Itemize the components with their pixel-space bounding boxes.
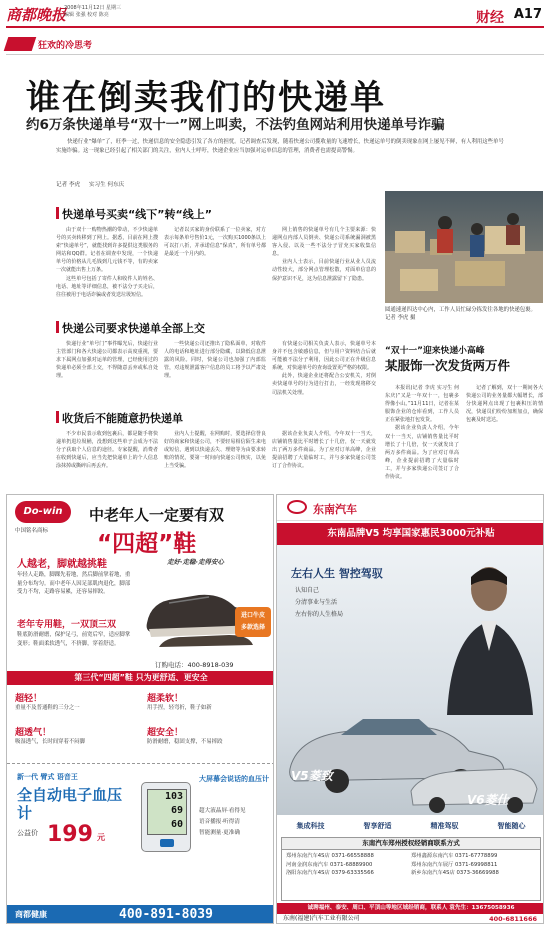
- article-column: [272, 430, 376, 488]
- section-title-1: 快递单号买卖“线下”转“线上”: [62, 208, 212, 221]
- car-point: 认知自己: [295, 587, 320, 594]
- masthead-date: 2008年11月12日 星期三: [64, 5, 122, 11]
- order-line: 订购电话：400-8918-039: [155, 661, 234, 669]
- masthead: [6, 4, 544, 28]
- article-column: [56, 226, 158, 314]
- car-feature: 智享舒适: [363, 822, 392, 830]
- paragraph: 不少市民表示收到包裹后，都是随手将快递单扔进垃圾桶，没想到这些单子会成为不法分子获取个人信息的途径。专家提醒，消费者在收到快递后，应当先把快递单上的个人信息涂抹掉或撕碎后再丢弃。: [56, 431, 158, 470]
- badge-text: 进口牛皮: [240, 612, 265, 619]
- car-point: 分清事业与生活: [295, 599, 338, 606]
- paragraph: 网上销售的快递单号有几个主要来源：快递网点内部人员倒卖、快递公司系统漏洞被黑客入侵、以及一些不法分子冒充买家收集信息。: [272, 227, 376, 258]
- paragraph: 一些快递公司还推出了隐私面单，对收件人的电话和地址进行部分隐藏，以降低信息泄露的风险。同时，快递公司也加强了内部监管，对违规泄露客户信息的员工将予以严肃处理。: [164, 341, 266, 380]
- model-badge-v5: V5菱致: [291, 769, 333, 783]
- car-hotline[interactable]: 400-6811666: [489, 915, 537, 923]
- article-intro: 快递行业“爆单”了，旺季一过，快递信息的安全隐患引发了各方的担忧。记者调查后发现，随着快递公司揽收量的飞速增长，快递运单号的倒卖现象在网上屡见不鲜，有人利用这些单号实施诈骗。这一现象已经引起了相关部门的关注，业内人士呼吁，快递企业应当加强对运单信息的管理，消费者也需提高警惕。: [56, 139, 504, 155]
- ad-section-title: 人越老，脚就越挑鞋: [17, 559, 107, 570]
- photo-caption: 圆通速递四达中心内，工作人员忙碌分拣发往各地的快递包裹。 记者 李虎 摄: [385, 307, 536, 321]
- section-marker: [56, 207, 59, 219]
- side-article-kicker: “双十一”迎来快递小高峰: [385, 346, 485, 356]
- article-column: [164, 430, 266, 488]
- car-advertisement: [276, 494, 544, 924]
- dealer-item: 郑州东南汽车展厅 0371-69998811: [411, 861, 498, 868]
- subsidy-banner: [277, 523, 544, 545]
- byline: [56, 180, 131, 188]
- shoe-image: [139, 553, 269, 653]
- bp-device-image: [141, 782, 191, 852]
- bp-monitor-ad: [7, 763, 274, 903]
- bp-reading-pulse: 60: [170, 819, 183, 830]
- third-gen-banner: [7, 671, 274, 685]
- section-title-2: 快递公司要求快递单全部上交: [62, 322, 205, 335]
- car-slogan: 左右人生 智控驾驭: [291, 567, 383, 580]
- ad-product: “四超”鞋: [97, 531, 197, 557]
- dowin-logo-text: Do-win: [23, 506, 63, 517]
- newspaper-logo: 商都晚报: [6, 6, 67, 24]
- double-eleven-icon: [4, 37, 37, 51]
- dealer-table: [281, 837, 541, 901]
- paragraph: 本报讯(记者 李虎 实习生 何东庆)“又是一年双十一，包裹多得像小山。”11月11日，记者在某服饰企业的仓库看到，工作人员正在紧张地打包发货。: [385, 385, 459, 424]
- ad-footer: [7, 905, 274, 924]
- section-name: 财经: [476, 10, 504, 26]
- car-feature: 精准驾驭: [430, 822, 459, 830]
- feature-text: 吸湿透气，长时间穿着不闷脚: [15, 739, 86, 745]
- feature-text: 用手捏，轻弯折，鞋子如新: [147, 705, 212, 711]
- article-column: [272, 340, 376, 406]
- bp-subtitle: 大屏幕会说话的血压计: [199, 775, 269, 783]
- car-points: [295, 585, 343, 621]
- bp-brand: 新一代 臂式 语音王: [17, 773, 78, 781]
- paragraph: 有快递公司相关负责人表示，快递单号本身并不包含敏感信息，但与用户资料结合后就可能被不法分子利用，因此公司正在升级信息系统，对快递单号的查询设置更严格的权限。: [272, 341, 376, 372]
- side-article-column: [466, 384, 543, 484]
- footer-phone[interactable]: 400-891-8039: [119, 907, 213, 922]
- feature-title: 超安全！: [147, 728, 184, 738]
- article-column: [56, 430, 158, 488]
- third-gen-text: 第三代“四超”鞋 只为更舒适、更安全: [74, 673, 208, 682]
- paragraph: 业内人士表示，目前快递行业从业人员流动性较大，部分网点管理松散，对面单信息的保护意识不足，这为信息泄露留下了隐患。: [272, 259, 376, 282]
- badge-text-2: 多款选择: [240, 624, 265, 631]
- article-column: [272, 226, 376, 314]
- section-marker: [56, 411, 59, 423]
- feature-item: [147, 725, 271, 746]
- shoe-icon: [139, 553, 269, 653]
- car-photo: [277, 545, 544, 815]
- ad-slogan: 中老年人一定要有双: [89, 506, 225, 524]
- leather-badge: [235, 607, 271, 637]
- model-badge-v6: V6菱仕: [467, 793, 509, 807]
- car-ad-header: [277, 495, 544, 521]
- feature-title: 超柔软！: [147, 694, 184, 704]
- order-phone[interactable]: 400-8918-039: [187, 661, 234, 669]
- car-brand: 东南汽车: [313, 503, 357, 516]
- power-button-icon: [160, 839, 174, 847]
- masthead-editors: 编辑 张强 校对 陈亮: [64, 12, 109, 18]
- feature-title: 超透气！: [15, 728, 52, 738]
- bp-title: 全自动电子血压计: [17, 786, 123, 822]
- paragraph: 业内人士提醒，在网购时，要选择信誉良好的商家和快递公司，不要轻易相信陌生来电或短信，遇到以快递丢失、理赔等为由要求转账的情况，要第一时间向快递公司核实，以免上当受骗。: [164, 431, 266, 470]
- headline: 谁在倒卖我们的快递单: [26, 78, 386, 118]
- paragraph: 快递行业“单号门”事件曝光后，快递行业主管部门和各大快递公司都表示高度重视，要求下属网点加强对运单的管理，已经使用过的快递单必须全部上交，不得随意丢弃或私自处理。: [56, 341, 158, 380]
- warehouse-photo: [385, 191, 543, 303]
- paragraph: 据该企业负责人介绍，今年双十一当天，店铺销售量比平时增长了十几倍，仅一天就发出了两万多件商品。为了应对订单高峰，企业提前招聘了大量临时工，并与多家快递公司签订了合作协议。: [272, 431, 376, 470]
- car-point: 左右你的人生格局: [295, 611, 344, 618]
- byline-intern: 实习生 何东庆: [88, 182, 125, 188]
- byline-reporter: 记者 李虎: [56, 182, 81, 188]
- paragraph: 此外，快递企业还将配合公安机关，对倒卖快递单号的行为进行打击，一经发现将移交司法机关处理。: [272, 373, 376, 396]
- dealer-item: 郑州鑫源东南汽车 0371-67778899: [411, 853, 498, 859]
- bp-reading-diastolic: 69: [170, 805, 183, 816]
- bp-feature-list: [199, 806, 271, 839]
- ad-section-text: 年轻人走路，脚踝先着地，然后脚前掌着地，重量分布均匀。而中老年人因足部肌肉退化，脚部受力不均，走路容易累，还容易摔跤。: [17, 572, 131, 595]
- paragraph: 记者了解到，双十一期间各大快递公司的业务量都大幅增长，部分快递网点出现了包裹积压的情况，快递员们纷纷加班加点，确保包裹及时送达。: [466, 385, 543, 424]
- news-photo: [385, 191, 543, 303]
- dealer-item: 河南金润东南汽车 0371-68889900: [286, 861, 373, 868]
- footer-brand: 商都健康: [15, 910, 47, 919]
- section-marker: [56, 321, 59, 333]
- order-label: 订购电话: [155, 661, 181, 669]
- bp-display: [147, 789, 187, 835]
- feature-text: 防滑耐磨，稳固支撑，不易摔跤: [147, 739, 223, 745]
- bp-feature: 智能测量·更准确: [199, 830, 240, 836]
- dealer-item: 新乡东南汽车4S店 0373-36669988: [411, 870, 499, 876]
- feature-tag: [6, 36, 92, 52]
- side-article-column: [385, 384, 459, 484]
- car-feature: 集成科技: [296, 822, 325, 830]
- dealer-item: 洛阳东南汽车4S店 0379-63335566: [286, 870, 374, 876]
- bp-price-label: 公益价: [17, 829, 38, 837]
- masthead-info: [64, 5, 134, 19]
- feature-tag-text: 狂欢的冷思考: [38, 40, 93, 51]
- ad-section-text: 鞋底防滑耐磨，保护足弓，前宽后窄，适应脚掌变形；鞋面柔软透气，不挤脚，穿着舒适。: [17, 632, 131, 647]
- brand-label: 中国铭名商标: [15, 528, 49, 534]
- section-title-3: 收货后不能随意扔快递单: [62, 412, 183, 425]
- shoe-advertisement: [6, 494, 274, 924]
- feature-title: 超轻！: [15, 694, 43, 704]
- feature-text: 重量不及普通鞋的三分之一: [15, 705, 80, 711]
- car-company: 东南(福建)汽车工业有限公司: [283, 915, 360, 922]
- soueast-logo-icon: [287, 500, 307, 514]
- paragraph: 由于双十一购物热潮的带动，不少快递单号的买卖转移到了网上。据悉，目前在网上搜索“快递单号”，就能找到许多提供这类服务的网站和QQ群。记者在调查中发现，一个快递单号的价格从几毛钱到几元钱不等，有的卖家一次就能出售上万条。: [56, 227, 158, 274]
- bp-reading-systolic: 103: [164, 791, 183, 802]
- article-column: [164, 226, 266, 314]
- dealer-header: 东南汽车郑州授权经销商联系方式: [282, 838, 540, 850]
- divider: [6, 54, 544, 55]
- page-number: A17: [513, 7, 542, 22]
- paragraph: 这些单号包括了寄件人和收件人的姓名、电话、地址等详细信息，被不法分子买走后，往往被用于电话诈骗或者发送垃圾短信。: [56, 275, 158, 298]
- car-feature-strip: [277, 817, 544, 835]
- bp-price-unit: 元: [97, 833, 105, 842]
- bp-feature: 超大液晶屏·看得见: [199, 808, 246, 814]
- paragraph: 记者以买家的身份联系了一位卖家，对方表示每条单号售价1元，一次购买1000条以上可以打八折，并承诺信息“保真”，所有单号都是最近一个月内的。: [164, 227, 266, 258]
- article-column: [164, 340, 266, 406]
- subsidy-text: 东南品牌V5 均享国家惠民3000元补贴: [327, 528, 495, 539]
- feature-item: [147, 691, 271, 712]
- dealer-list: [282, 850, 540, 880]
- recruitment-line: 诚聘福州、泰安、周口、平顶山等地区域经销商，联系人 袁先生：13675058936: [277, 903, 544, 914]
- dowin-logo: [15, 501, 71, 523]
- dealer-item: 郑州东南汽车4S店 0371-66558888: [286, 853, 374, 859]
- subheadline: 约6万条快递单号“双十一”网上叫卖，不法钓鱼网站利用快递单号诈骗: [26, 117, 445, 133]
- paragraph: 据该企业负责人介绍，今年双十一当天，店铺销售量比平时增长了十几倍，仅一天就发出了两万多件商品。为了应对订单高峰，企业提前招聘了大量临时工，并与多家快递公司签订了合作协议。: [385, 425, 459, 481]
- feature-item: [15, 725, 139, 746]
- bp-feature: 语音播报·听得清: [199, 819, 240, 825]
- bp-price: 199: [47, 822, 93, 847]
- side-article-head: [385, 344, 543, 374]
- ad-section-title: 老年专用鞋，一双顶三双: [17, 620, 117, 630]
- article-column: [56, 340, 158, 406]
- feature-item: [15, 691, 139, 712]
- shoe-photo-caption: 走好·走稳·走得安心: [167, 558, 224, 566]
- car-feature: 智能随心: [497, 822, 526, 830]
- side-article-headline: 某服饰一次发货两万件: [385, 358, 511, 373]
